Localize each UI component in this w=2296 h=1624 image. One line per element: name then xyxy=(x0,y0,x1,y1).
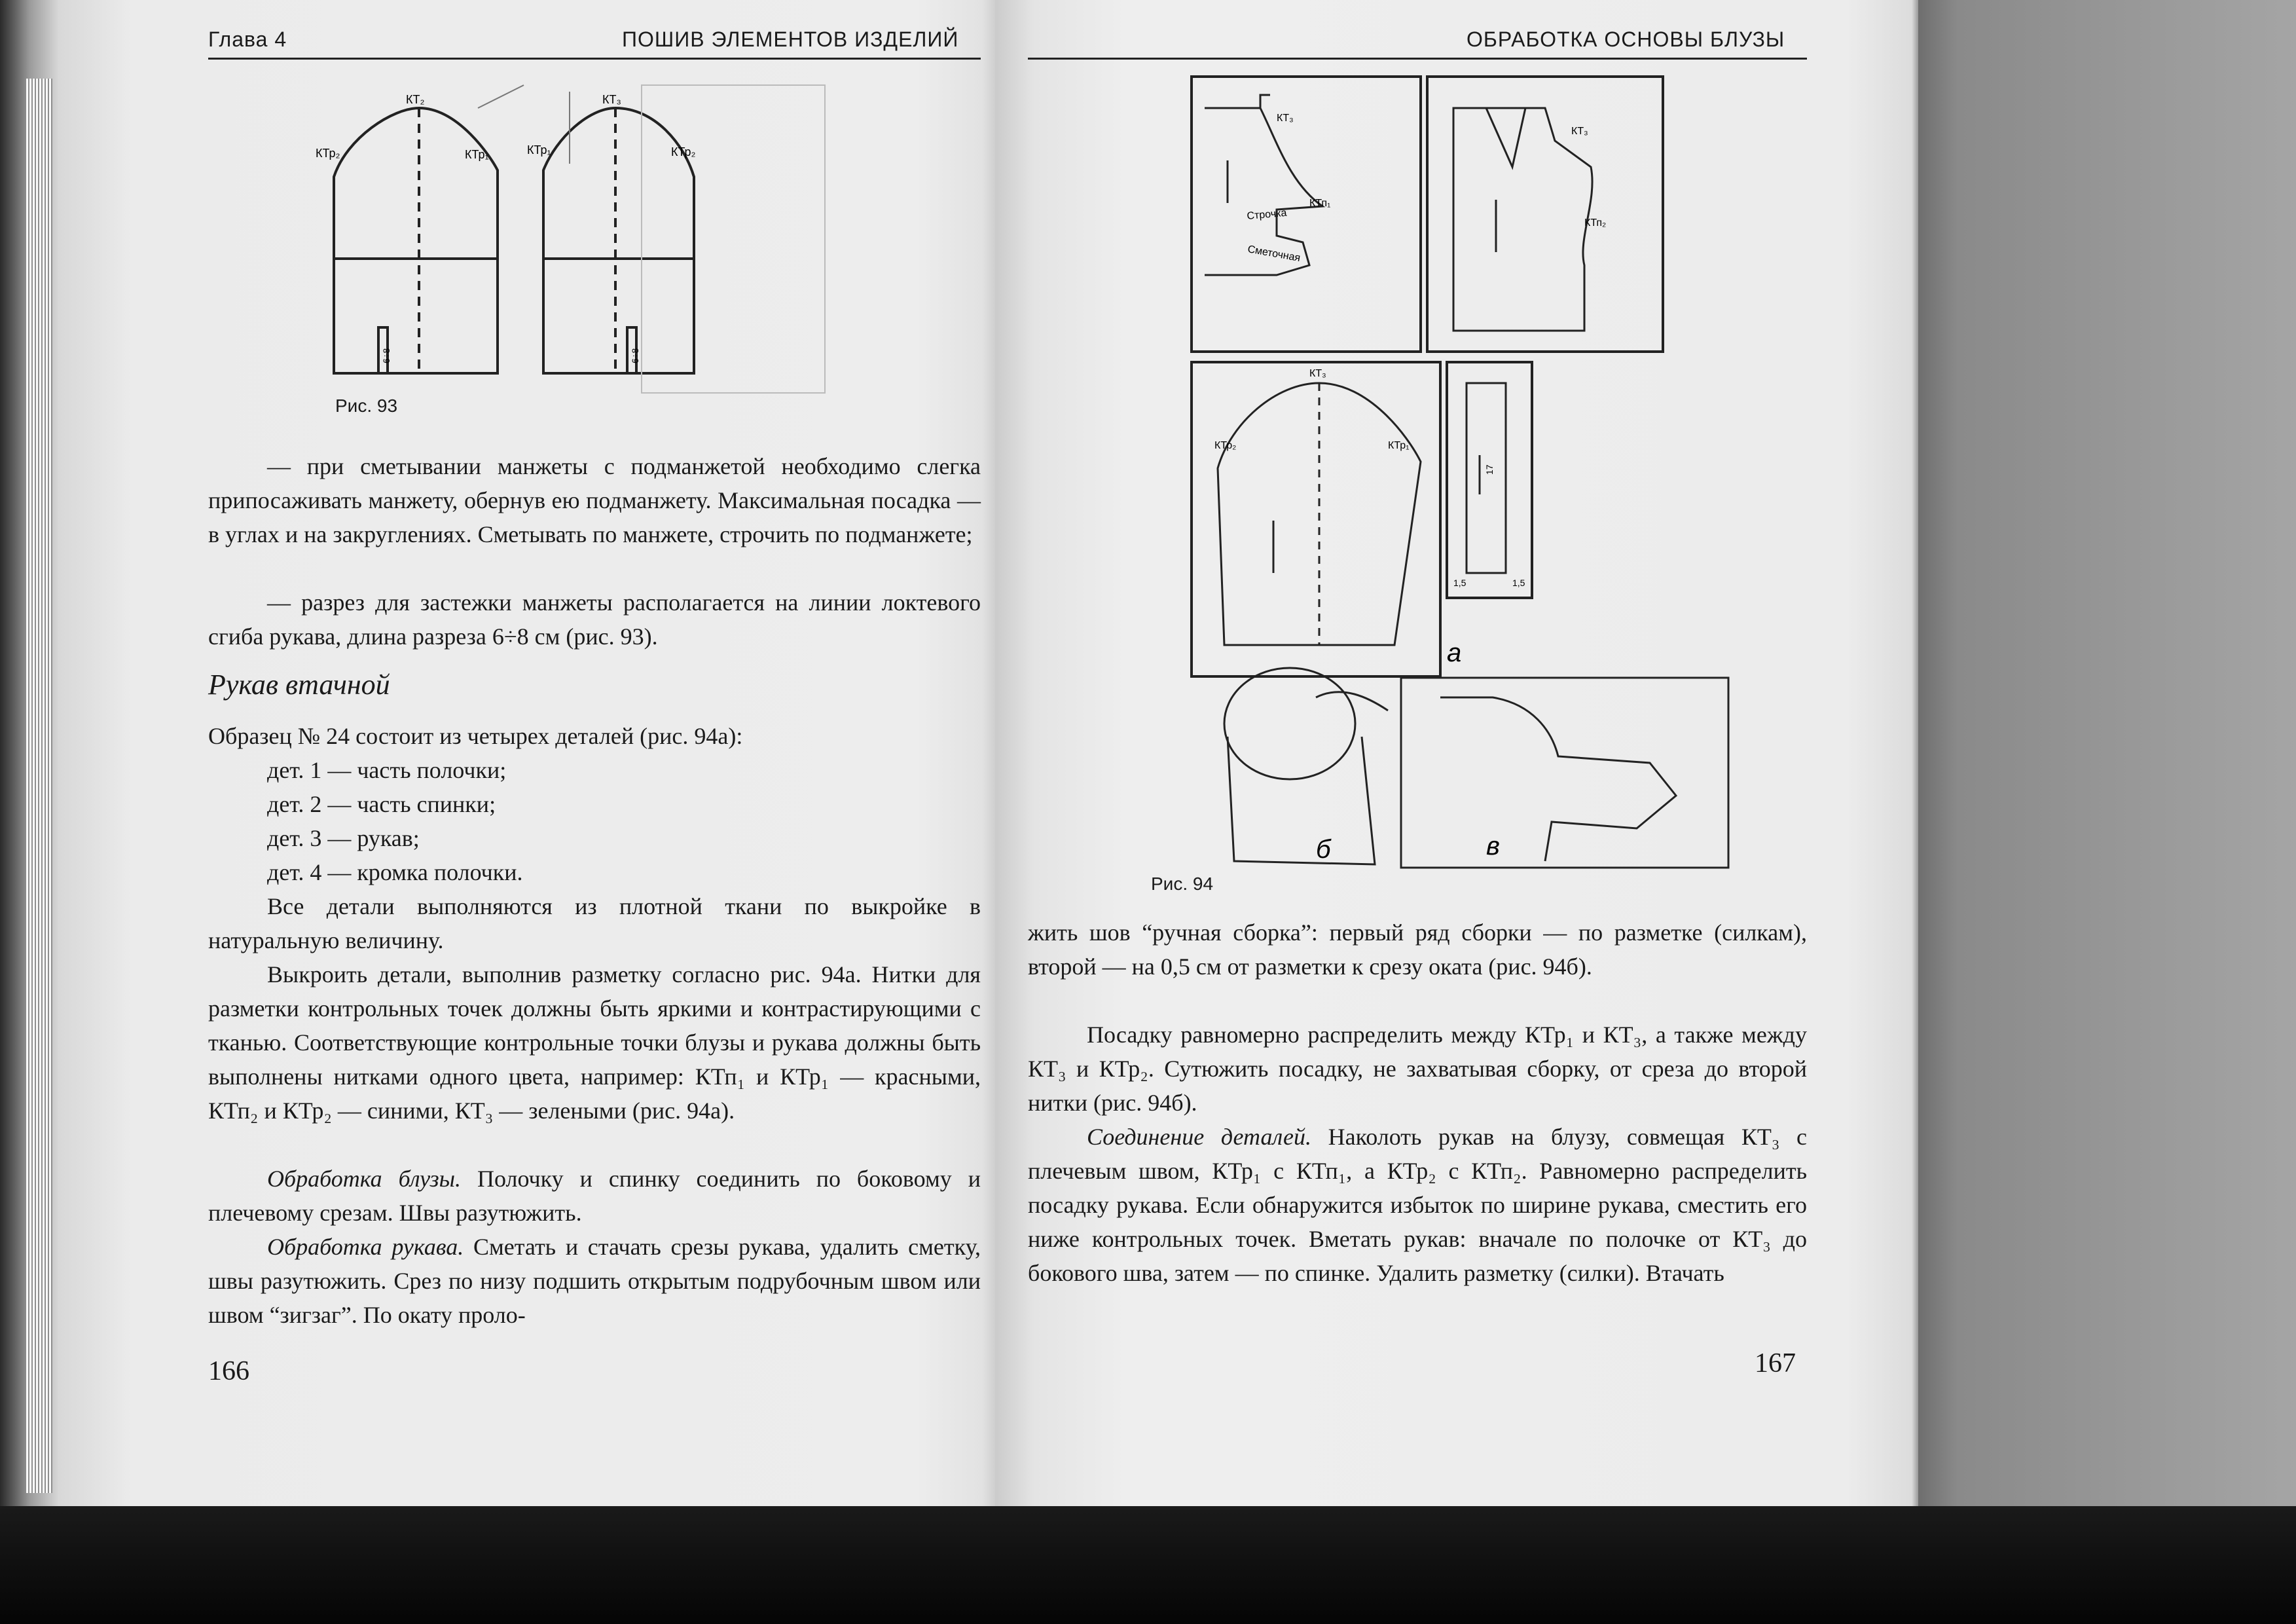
paragraph-7-lead: Обработка рукава. xyxy=(267,1234,464,1260)
fig94-label-stitch-2: Сметочная xyxy=(1247,244,1302,265)
part-cuff-strip xyxy=(1447,362,1532,598)
fig94-label-kt2-b: КТп₂ xyxy=(1584,217,1607,229)
detail-list-item: дет. 4 — кромка полочки. xyxy=(267,859,523,885)
fig93-label-kt3: КТ₃ xyxy=(602,93,621,106)
fig94-label-dim-c: 17 xyxy=(1484,464,1495,475)
fig93-label-cut-a: 6÷8 xyxy=(381,348,392,363)
detail-list-item: дет. 2 — часть спинки; xyxy=(267,791,496,817)
part-blouse-assembled xyxy=(1401,678,1728,868)
right-paragraph-3 xyxy=(1028,1120,1807,1290)
fig93-label-kt2: КТ₂ xyxy=(406,93,425,106)
left-running-title: ПОШИВ ЭЛЕМЕНТОВ ИЗДЕЛИЙ xyxy=(622,28,959,51)
fig94-label-stitch-1: Строчка xyxy=(1246,207,1288,222)
fig93-label-cut-b: 6÷8 xyxy=(630,348,640,363)
fig93-caption: Рис. 93 xyxy=(335,396,398,416)
right-running-title: ОБРАБОТКА ОСНОВЫ БЛУЗЫ xyxy=(1467,28,1785,51)
figure-94 xyxy=(1178,69,1807,881)
left-paragraph-1: — при сметывании манжеты с подманжетой необходимо слегка припосаживать манжету, обернув ею подманжету. Максимальная посадка — в углах и на закруглениях. Сметывать по манжете, строчить по подманжете; xyxy=(208,453,981,547)
fig94-label-kt3-a: КТ₃ xyxy=(1277,113,1294,124)
fig94-label-a: а xyxy=(1447,638,1462,667)
part-front xyxy=(1192,77,1421,352)
left-header-rule xyxy=(208,58,981,60)
right-paragraph-1: жить шов “ручная сборка”: первый ряд сборки — по разметке (силкам), второй — на 0,5 см от разметки к срезу оката (рис. 94б). xyxy=(1028,919,1807,980)
figure-93 xyxy=(308,79,858,406)
fig94-label-dim-b: 1,5 xyxy=(1512,578,1525,588)
fig94-label-ktr1-c: КТр₁ xyxy=(1388,440,1410,451)
detail-list-item: дет. 3 — рукав; xyxy=(267,825,420,851)
part-back xyxy=(1427,77,1663,352)
left-paragraph-5: Выкроить детали, выполнив разметку согласно рис. 94а. Нитки для разметки контрольных точек должны быть яркими и контрастирующими с тканью. Соответствующие контрольные точки блузы и рукава должны быть выполнены нитками одного цвета, например: КТп₁ и КТр₁ — красными, КТп₂ и КТр₂ — синими, КТ₃ — зелеными (рис. 94а). xyxy=(208,961,981,1124)
section-subheading: Рукав втачной xyxy=(208,669,390,701)
fig94-label-kt1-a: КТп₁ xyxy=(1309,198,1331,209)
fig94-label-kt3-c: КТ₃ xyxy=(1309,368,1326,379)
right-header-rule xyxy=(1028,58,1807,60)
left-paragraph-2: — разрез для застежки манжеты располагается на линии локтевого сгиба рукава, длина разреза 6÷8 см (рис. 93). xyxy=(208,589,981,650)
book-page-edges xyxy=(26,79,52,1493)
scanner-shadow xyxy=(1918,0,2296,1506)
fig93-label-ktr1b: КТр₁ xyxy=(527,143,551,157)
scanner-bed xyxy=(0,1506,2296,1624)
left-paragraph-6 xyxy=(208,1162,981,1230)
detail-list-item: дет. 1 — часть полочки; xyxy=(267,757,507,783)
fig93-label-ktr1: КТр₁ xyxy=(465,148,489,161)
sleeve-gathered xyxy=(1224,668,1355,779)
part-sleeve xyxy=(1192,362,1440,676)
chapter-label: Глава 4 xyxy=(208,28,287,51)
paragraph-7-body: Сметать и стачать срезы рукава, удалить сметку, швы разутюжить. Срез по низу подшить открытым подрубочным швом или швом “зигзаг”. По окату проло- xyxy=(208,1234,981,1328)
paragraph-r3-lead: Соединение деталей. xyxy=(1087,1124,1312,1150)
fig94-label-v: в xyxy=(1486,832,1500,860)
fig93-label-ktr2b: КТр₂ xyxy=(671,145,696,158)
paragraph-6-lead: Обработка блузы. xyxy=(267,1166,462,1192)
left-paragraph-4: Все детали выполняются из плотной ткани по выкройке в натуральную величину. xyxy=(208,893,981,953)
right-paragraph-2: Посадку равномерно распределить между КТр₁ и КТ₃, а также между КТ₃ и КТр₂. Сутюжить посадку, не захватывая сборку, от среза до второй нитки (рис. 94б). xyxy=(1028,1022,1807,1116)
fig94-label-kt3-b: КТ₃ xyxy=(1571,126,1588,137)
paragraph-6-body: Полочку и спинку соединить по боковому и плечевому срезам. Швы разутюжить. xyxy=(208,1166,981,1226)
left-paragraph-3: Образец № 24 состоит из четырех деталей (рис. 94а): xyxy=(208,723,743,749)
left-page-number: 166 xyxy=(208,1356,249,1386)
fig93-label-ktr2: КТр₂ xyxy=(316,147,340,160)
fig94-label-dim-a: 1,5 xyxy=(1453,578,1467,588)
paragraph-r3-body: Наколоть рукав на блузу, совмещая КТ₃ с плечевым швом, КТр₁ с КТп₁, а КТр₂ с КТп₂. Равномерно распределить посадку рукава. Если обнаружится избыток по ширине рукава, сместить его ниже контрольных точек. Вметать рукав: вначале по полочке от КТ₃ до бокового шва, затем — по спинке. Удалить разметку (силки). Втачать xyxy=(1028,1124,1808,1286)
left-paragraph-7 xyxy=(208,1230,981,1332)
fig94-label-ktr2-c: КТр₂ xyxy=(1214,440,1237,451)
right-page-number: 167 xyxy=(1755,1348,1796,1378)
fig94-caption: Рис. 94 xyxy=(1151,874,1214,894)
fig94-label-b: б xyxy=(1316,835,1331,864)
